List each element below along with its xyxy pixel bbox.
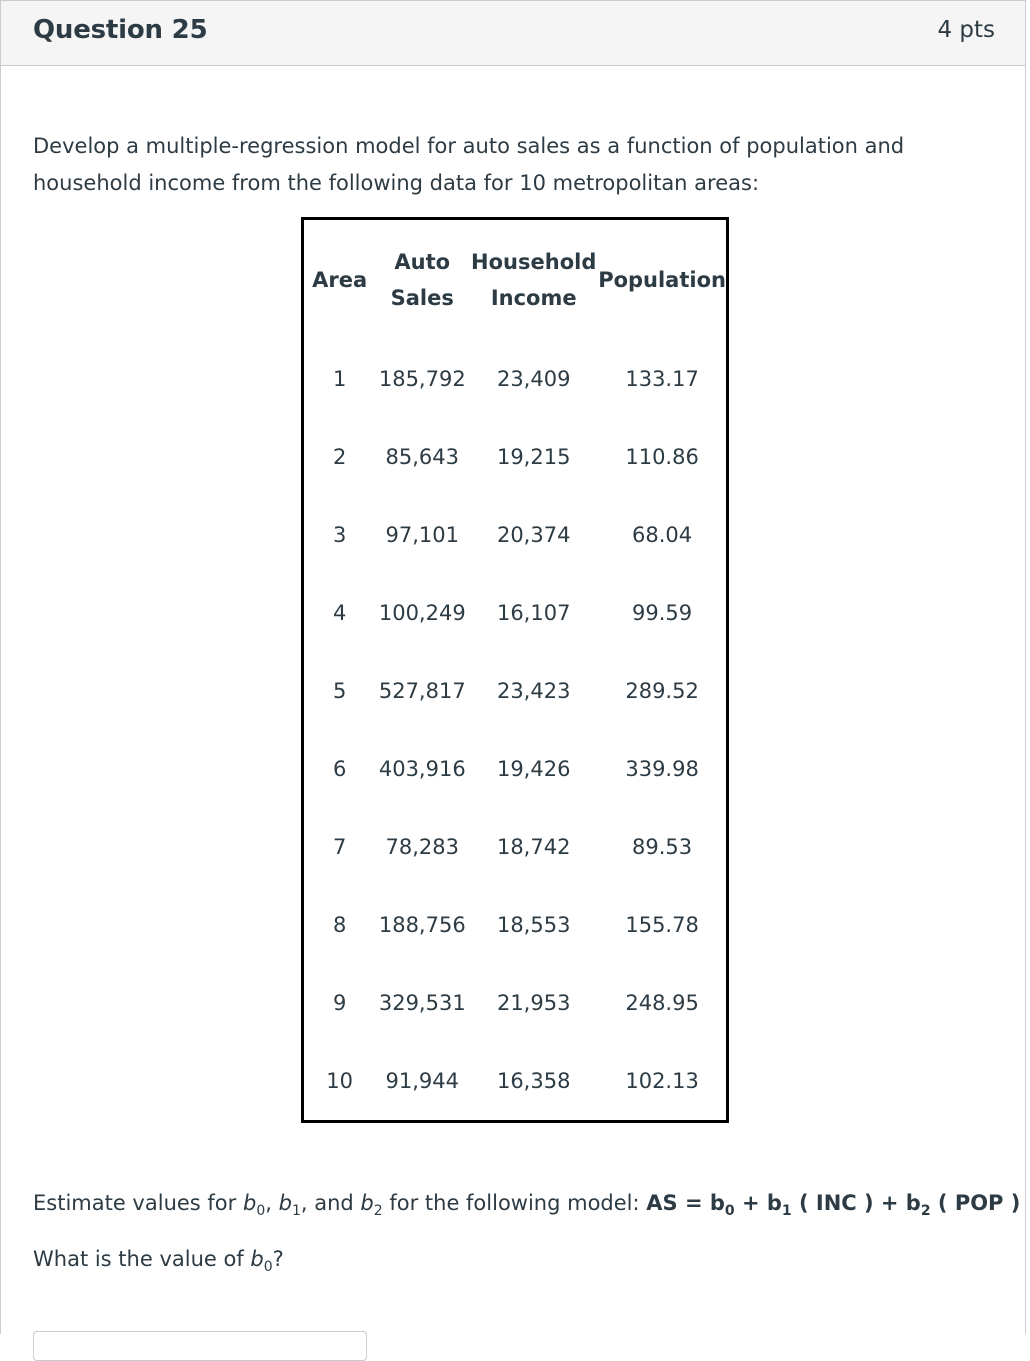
cell-sales: 91,944 bbox=[385, 1069, 459, 1093]
cell-population: 89.53 bbox=[632, 835, 693, 859]
question-header bbox=[1, 1, 1025, 66]
cell-population: 102.13 bbox=[625, 1069, 699, 1093]
formula-part-c: ( INC ) + b bbox=[791, 1191, 921, 1215]
table-row bbox=[303, 418, 728, 496]
answer-input[interactable] bbox=[33, 1331, 367, 1361]
cell-sales: 185,792 bbox=[378, 367, 466, 391]
cell-income: 19,426 bbox=[496, 757, 571, 781]
header-income-line2: Income bbox=[490, 286, 577, 310]
table-row bbox=[303, 730, 728, 808]
var-b1: b bbox=[278, 1191, 292, 1215]
ask-suffix: ? bbox=[272, 1247, 284, 1271]
header-income-line1: Household bbox=[471, 250, 597, 274]
cell-sales: 97,101 bbox=[385, 523, 459, 547]
cell-population: 110.86 bbox=[625, 445, 699, 469]
cell-sales: 188,756 bbox=[378, 913, 466, 937]
cell-income: 16,107 bbox=[496, 601, 571, 625]
cell-income: 23,423 bbox=[496, 679, 571, 703]
question-prompt: Develop a multiple-regression model for auto sales as a function of population and household income from the following data for 10 metropolitan areas: bbox=[33, 134, 905, 195]
cell-population: 133.17 bbox=[625, 367, 699, 391]
cell-population: 248.95 bbox=[625, 991, 699, 1015]
cell-sales: 85,643 bbox=[385, 445, 459, 469]
header-auto-sales-line2: Sales bbox=[390, 286, 454, 310]
header-household-income bbox=[469, 219, 598, 341]
model-instruction bbox=[33, 1191, 1021, 1219]
var-b0: b bbox=[242, 1191, 257, 1215]
cell-area: 8 bbox=[332, 913, 347, 937]
question-title: Question 25 bbox=[33, 15, 208, 45]
cell-area: 2 bbox=[332, 445, 347, 469]
cell-sales: 78,283 bbox=[385, 835, 459, 859]
model-formula bbox=[646, 1191, 1021, 1219]
question-ask bbox=[33, 1247, 284, 1275]
cell-population: 289.52 bbox=[625, 679, 699, 703]
table-row bbox=[303, 808, 728, 886]
cell-sales: 403,916 bbox=[378, 757, 466, 781]
cell-income: 21,953 bbox=[496, 991, 571, 1015]
table-row bbox=[303, 886, 728, 964]
formula-sub-0: 0 bbox=[724, 1203, 735, 1219]
cell-income: 19,215 bbox=[496, 445, 571, 469]
sep-2: , and bbox=[300, 1191, 361, 1215]
cell-income: 18,742 bbox=[496, 835, 571, 859]
cell-income: 18,553 bbox=[496, 913, 571, 937]
header-auto-sales bbox=[375, 219, 469, 341]
question-points: 4 pts bbox=[937, 17, 995, 43]
cell-area: 6 bbox=[332, 757, 347, 781]
cell-area: 10 bbox=[326, 1069, 354, 1093]
cell-area: 5 bbox=[332, 679, 347, 703]
cell-population: 99.59 bbox=[632, 601, 693, 625]
table-row bbox=[303, 964, 728, 1042]
cell-income: 23,409 bbox=[496, 367, 571, 391]
formula-sub-1: 1 bbox=[781, 1203, 792, 1219]
formula-sub-2: 2 bbox=[920, 1203, 931, 1219]
formula-part-a: AS = b bbox=[646, 1191, 725, 1215]
ask-var-sub: 0 bbox=[263, 1259, 273, 1275]
cell-population: 68.04 bbox=[632, 523, 693, 547]
cell-population: 339.98 bbox=[625, 757, 699, 781]
table-row bbox=[303, 496, 728, 574]
var-b1-sub: 1 bbox=[291, 1203, 301, 1219]
header-population: Population bbox=[598, 268, 726, 292]
cell-area: 9 bbox=[332, 991, 347, 1015]
cell-sales: 329,531 bbox=[378, 991, 466, 1015]
header-area: Area bbox=[312, 268, 368, 292]
cell-area: 1 bbox=[332, 367, 347, 391]
ask-var: b bbox=[250, 1247, 264, 1271]
model-intro: Estimate values for bbox=[33, 1191, 243, 1215]
sep-1: , bbox=[265, 1191, 279, 1215]
table-row bbox=[303, 1042, 728, 1122]
var-b2: b bbox=[360, 1191, 374, 1215]
var-b2-sub: 2 bbox=[373, 1203, 383, 1219]
cell-income: 16,358 bbox=[496, 1069, 571, 1093]
formula-part-b: + b bbox=[734, 1191, 782, 1215]
var-b0-sub: 0 bbox=[256, 1203, 266, 1219]
table-row bbox=[303, 652, 728, 730]
header-auto-sales-line1: Auto bbox=[394, 250, 451, 274]
table-row bbox=[303, 574, 728, 652]
table-header-row bbox=[303, 219, 728, 341]
data-table bbox=[301, 217, 729, 1123]
model-mid: for the following model: bbox=[382, 1191, 647, 1215]
cell-area: 7 bbox=[332, 835, 347, 859]
cell-area: 4 bbox=[332, 601, 347, 625]
cell-income: 20,374 bbox=[496, 523, 571, 547]
table-row bbox=[303, 340, 728, 418]
ask-prefix: What is the value of bbox=[33, 1247, 251, 1271]
formula-part-d: ( POP ) bbox=[930, 1191, 1021, 1215]
cell-population: 155.78 bbox=[625, 913, 699, 937]
cell-sales: 527,817 bbox=[378, 679, 466, 703]
cell-area: 3 bbox=[332, 523, 347, 547]
cell-sales: 100,249 bbox=[378, 601, 466, 625]
